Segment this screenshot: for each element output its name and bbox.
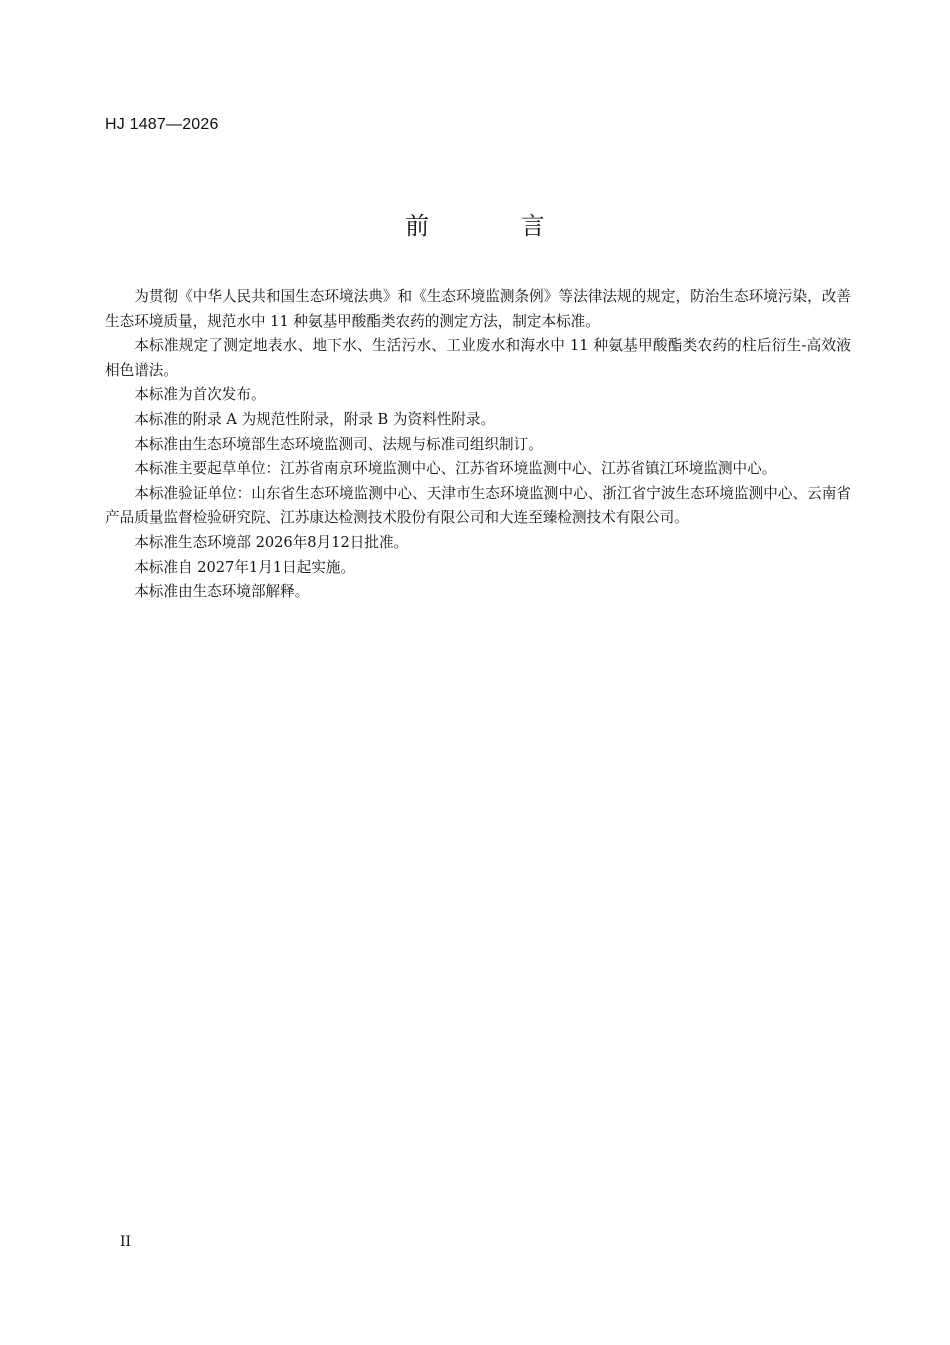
paragraph-implementation: 本标准自 2027年1月1日起实施。 — [134, 558, 356, 576]
paragraph-purpose: 为贯彻《中华人民共和国生态环境法典》和《生态环境监测条例》等法律法规的规定，防治生态环境污染，改善生态环境质量，规范水中 11 种氨基甲酸酯类农药的测定方法，制定本标准。 — [105, 288, 851, 330]
paragraph-organizer: 本标准由生态环境部生态环境监测司、法规与标准司组织制订。 — [134, 435, 543, 453]
paragraph-scope: 本标准规定了测定地表水、地下水、生活污水、工业废水和海水中 11 种氨基甲酸酯类农药的柱后衍生-高效液相色谱法。 — [105, 337, 851, 379]
page-title: 前 言 — [405, 212, 587, 240]
paragraph-verification-units: 本标准验证单位：山东省生态环境监测中心、天津市生态环境监测中心、浙江省宁波生态环境监测中心、云南省产品质量监督检验研究院、江苏康达检测技术股份有限公司和大连至臻检测技术有限公司。 — [105, 484, 851, 527]
page-number: II — [120, 1234, 132, 1250]
paragraph-first-release: 本标准为首次发布。 — [134, 386, 266, 404]
paragraph-interpretation: 本标准由生态环境部解释。 — [134, 583, 310, 601]
standard-code: HJ 1487—2026 — [105, 116, 219, 133]
paragraph-drafting-units: 本标准主要起草单位：江苏省南京环境监测中心、江苏省环境监测中心、江苏省镇江环境监测中心。 — [134, 460, 777, 478]
paragraph-appendix: 本标准的附录 A 为规范性附录，附录 B 为资料性附录。 — [134, 410, 496, 428]
paragraph-approval: 本标准生态环境部 2026年8月12日批准。 — [134, 533, 409, 551]
foreword-body — [105, 285, 851, 605]
